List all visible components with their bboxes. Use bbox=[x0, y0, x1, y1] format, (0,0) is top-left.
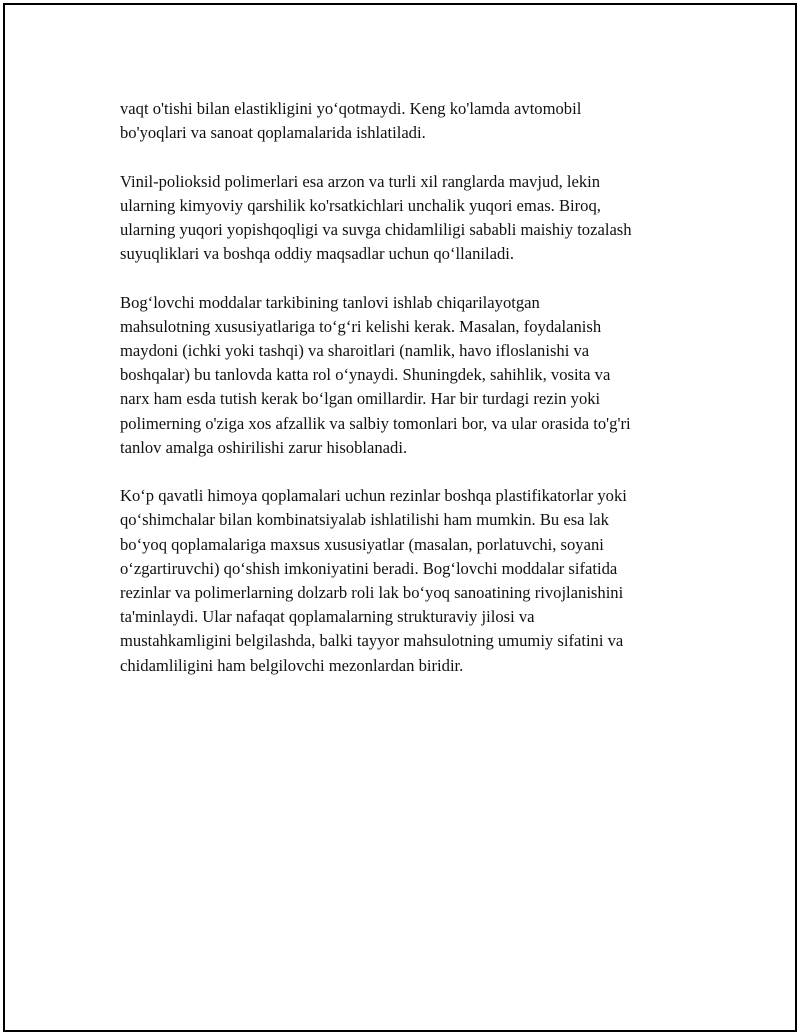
document-page bbox=[3, 3, 797, 1032]
paragraph-3: Bog‘lovchi moddalar tarkibining tanlovi ishlab chiqarilayotgan mahsulotning xususiyatlariga to‘g‘ri kelishi kerak. Masalan, foydalanish maydoni (ichki yoki tashqi) va sharoitlari (namlik, havo ifloslanishi va boshqalar) bu tanlovda katta rol o‘ynaydi. Shuningdek, sahihlik, vosita va narx ham esda tutish kerak bo‘lgan omillardir. Har bir turdagi rezin yoki polimerning o'ziga xos afzallik va salbiy tomonlari bor, va ular orasida to'g'ri tanlov amalga oshirilishi zarur hisoblanadi. bbox=[120, 292, 631, 457]
document-body bbox=[120, 97, 695, 702]
paragraph-1: vaqt o'tishi bilan elastikligini yo‘qotmaydi. Keng ko'lamda avtomobil bo'yoqlari va sanoat qoplamalarida ishlatiladi. bbox=[120, 99, 582, 143]
paragraph-2: Vinil-polioksid polimerlari esa arzon va turli xil ranglarda mavjud, lekin ularning kimyoviy qarshilik ko'rsatkichlari unchalik yuqori emas. Biroq, ularning yuqori yopishqoqligi va suvga chidamliligi sababli maishiy tozalash suyuqliklari va boshqa oddiy maqsadlar uchun qo‘llaniladi. bbox=[120, 171, 632, 264]
paragraph-4: Ko‘p qavatli himoya qoplamalari uchun rezinlar boshqa plastifikatorlar yoki qo‘shimchalar bilan kombinatsiyalab ishlatilishi ham mumkin. Bu esa lak bo‘yoq qoplamalariga maxsus xususiyatlar (masalan, porlatuvchi, soyani o‘zgartiruvchi) qo‘shish imkoniyatini beradi. Bog‘lovchi moddalar sifatida rezinlar va polimerlarning dolzarb roli lak bo‘yoq sanoatining rivojlanishini ta'minlaydi. Ular nafaqat qoplamalarning strukturaviy jilosi va mustahkamligini belgilashda, balki tayyor mahsulotning umumiy sifatini va chidamliligini ham belgilovchi mezonlardan biridir. bbox=[120, 486, 627, 675]
